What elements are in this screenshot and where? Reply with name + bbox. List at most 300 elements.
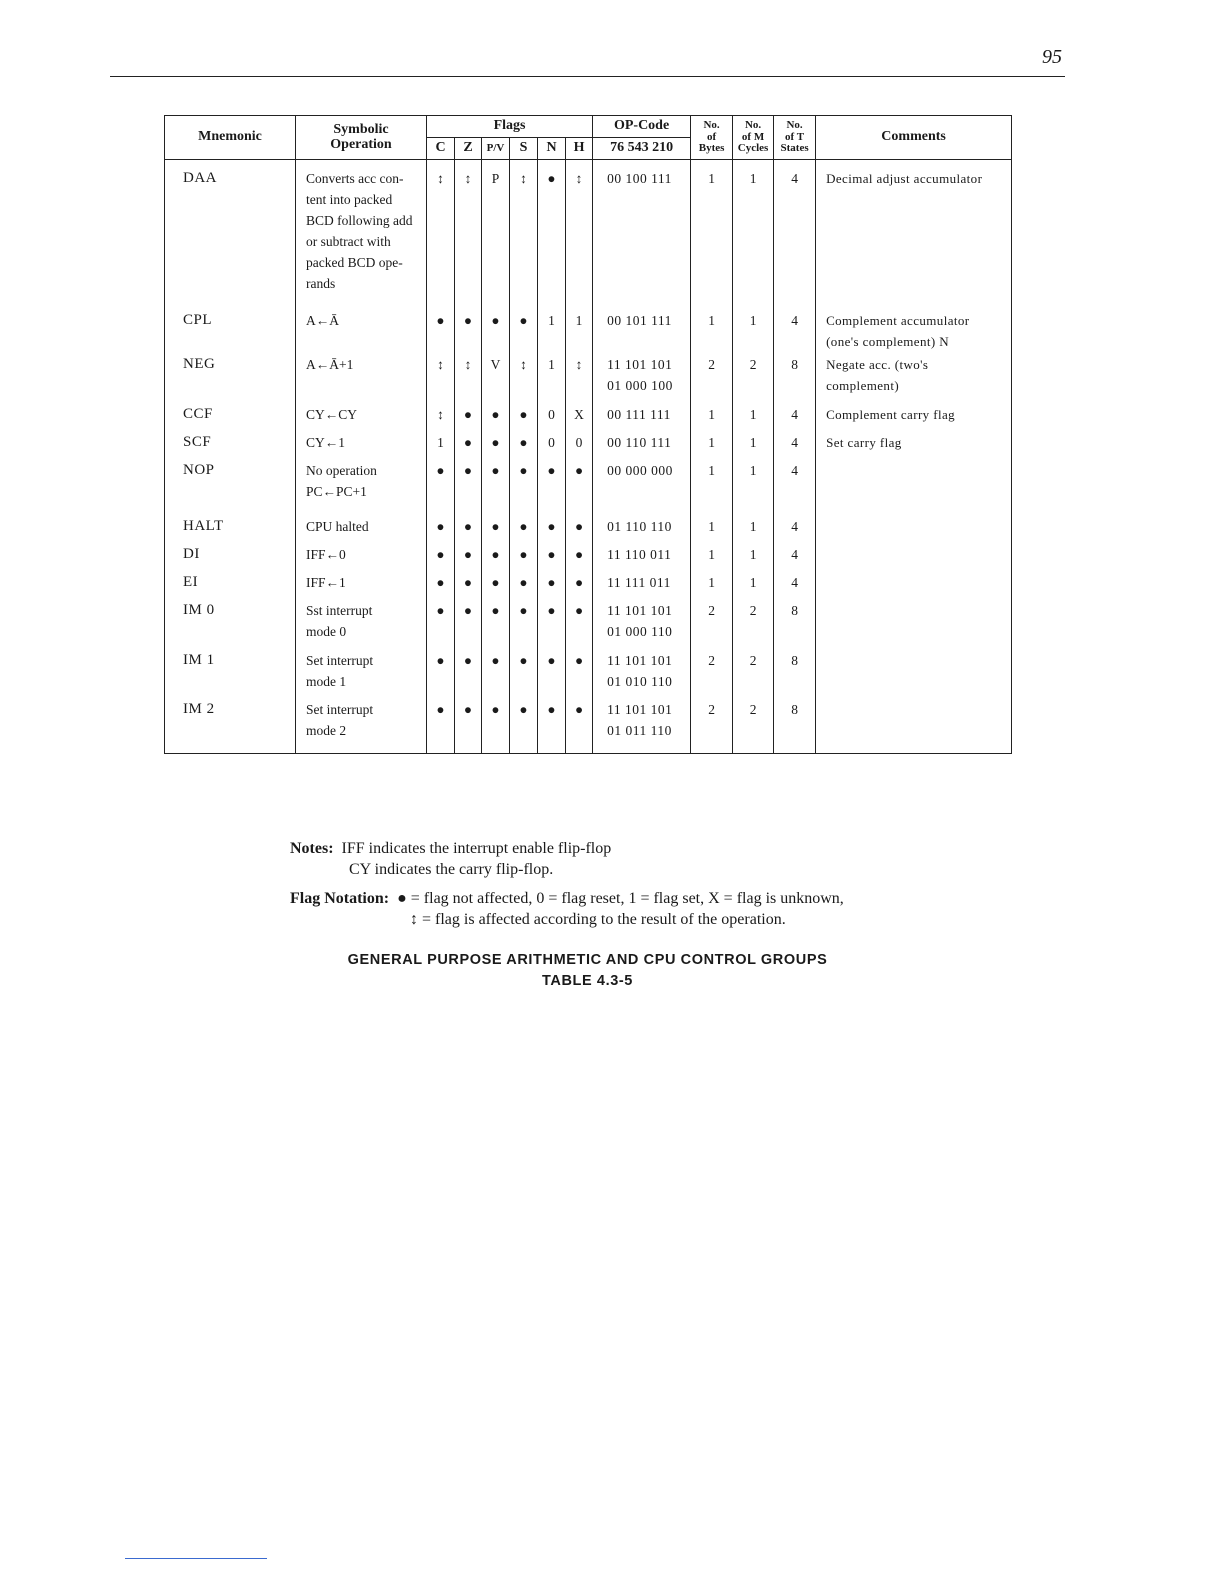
opcode-cell-line: 11 101 101 <box>607 652 673 668</box>
caption-table-id: TABLE 4.3-5 <box>542 973 633 989</box>
flag-c-cell-text: ● <box>436 312 445 328</box>
flag-pv-cell <box>482 310 510 354</box>
flag-n-cell-text: ● <box>547 652 556 668</box>
flag-h-cell-text: ● <box>574 602 584 618</box>
mnemonic-cell-text: IM 1 <box>183 651 215 668</box>
flag-z-cell-text: ● <box>463 652 473 668</box>
mnemonic-cell <box>165 310 296 354</box>
symbolic-cell-line: Set interrupt <box>306 701 374 717</box>
opcode-cell-line: 11 111 011 <box>607 574 671 590</box>
flag-n-cell-text: ● <box>547 701 556 717</box>
opcode-cell-line: 01 000 110 <box>607 623 673 639</box>
flag-s-cell <box>510 460 538 516</box>
opcode-cell-line: 11 101 101 <box>607 701 673 717</box>
flag-z-cell <box>455 650 482 699</box>
m-cycles-cell <box>733 460 774 516</box>
header-m-l3: Cycles <box>737 142 769 155</box>
flag-s-cell-text: ● <box>519 602 528 618</box>
flag-n-cell-text: ● <box>547 171 556 186</box>
flag-pv-cell-text: P <box>491 171 500 186</box>
flag-z-cell-text: ● <box>463 406 473 422</box>
header-symbolic-line2: Operation <box>330 136 392 152</box>
flag-s-cell-text: ● <box>519 462 528 478</box>
opcode-cell-line: 00 100 111 <box>607 171 672 186</box>
flag-h-cell-text: ● <box>574 574 584 590</box>
symbolic-cell-line: A←Ā <box>306 312 339 328</box>
table-body <box>165 160 1012 754</box>
flag-c-cell <box>427 699 455 754</box>
table-row <box>165 460 1012 516</box>
symbolic-cell-line: mode 1 <box>306 673 347 689</box>
flag-z-cell <box>455 572 482 600</box>
flag-c-cell-text: ● <box>436 462 445 478</box>
m-cycles-cell-text: 2 <box>749 652 757 668</box>
flag-pv-cell-text: ● <box>491 602 500 618</box>
mnemonic-cell-text: CPL <box>183 311 213 328</box>
t-states-cell-text: 4 <box>791 546 798 562</box>
comments-cell-line: Complement accumulator <box>826 312 970 328</box>
header-flags: Flags <box>427 116 593 138</box>
opcode-cell <box>593 404 691 432</box>
m-cycles-cell <box>733 432 774 460</box>
symbolic-cell-line: or subtract with <box>306 234 391 249</box>
flag-c-cell <box>427 544 455 572</box>
table-row <box>165 699 1012 754</box>
symbolic-cell-line: rands <box>306 276 336 291</box>
bytes-cell <box>691 516 733 544</box>
flag-pv-cell-text: ● <box>491 312 500 328</box>
symbolic-cell <box>296 460 427 516</box>
flag-c-cell-text: ● <box>436 652 445 668</box>
t-states-cell-text: 4 <box>791 574 798 590</box>
flag-s-cell <box>510 544 538 572</box>
bytes-cell <box>691 600 733 650</box>
symbolic-cell-line: CY←1 <box>306 434 346 450</box>
flag-s-cell-text: ● <box>519 406 528 422</box>
flag-s-cell-text: ↕ <box>520 356 527 372</box>
mnemonic-cell-text: EI <box>183 573 199 590</box>
flag-n-cell-text: ● <box>547 574 556 590</box>
header-m-cycles <box>733 116 774 160</box>
symbolic-cell <box>296 516 427 544</box>
header-t-l2: of T <box>785 130 805 143</box>
header-opcode-bits: 76 543 210 <box>593 138 691 160</box>
bytes-cell-text: 1 <box>708 312 715 328</box>
footer-link-underline <box>125 1558 267 1559</box>
bytes-cell-text: 1 <box>708 434 715 450</box>
t-states-cell <box>774 572 816 600</box>
comments-cell <box>816 460 1012 516</box>
flag-z-cell-text: ● <box>463 546 473 562</box>
bytes-cell <box>691 544 733 572</box>
symbolic-cell-line: PC←PC+1 <box>306 483 367 499</box>
flag-h-cell <box>566 699 593 754</box>
mnemonic-cell <box>165 699 296 754</box>
mnemonic-cell-text: IM 0 <box>183 601 215 618</box>
m-cycles-cell-text: 1 <box>749 406 757 422</box>
bytes-cell-text: 1 <box>708 171 715 186</box>
opcode-cell-line: 01 011 110 <box>607 722 672 738</box>
notes-text-2: CY indicates the carry flip-flop. <box>349 861 554 878</box>
bytes-cell <box>691 572 733 600</box>
m-cycles-cell-text: 1 <box>749 574 757 590</box>
bytes-cell-text: 2 <box>708 356 715 372</box>
flag-n-cell <box>538 650 566 699</box>
flag-pv-cell <box>482 650 510 699</box>
flag-z-cell-text: ● <box>463 574 473 590</box>
flag-notation-line1 <box>290 888 990 909</box>
flag-c-cell <box>427 404 455 432</box>
header-opcode: OP-Code <box>593 116 691 138</box>
flag-n-cell <box>538 354 566 404</box>
symbolic-cell-line: tent into packed <box>306 192 393 207</box>
mnemonic-cell-text: SCF <box>183 433 212 450</box>
flag-z-cell-text: ● <box>463 701 473 717</box>
notes-line1 <box>290 838 990 859</box>
flag-pv-cell <box>482 516 510 544</box>
flag-pv-cell-text: ● <box>491 546 500 562</box>
t-states-cell <box>774 699 816 754</box>
flag-z-cell <box>455 544 482 572</box>
flag-n-cell <box>538 460 566 516</box>
table-row <box>165 404 1012 432</box>
bytes-cell-text: 1 <box>708 574 715 590</box>
symbolic-cell <box>296 404 427 432</box>
flag-pv-cell <box>482 460 510 516</box>
symbolic-cell-line: CY←CY <box>306 406 358 422</box>
flag-n-cell <box>538 516 566 544</box>
flag-h-cell-text: ● <box>574 701 584 717</box>
comments-cell <box>816 160 1012 310</box>
symbolic-cell <box>296 310 427 354</box>
flag-n-cell <box>538 600 566 650</box>
header-m-l2: of M <box>741 130 765 143</box>
table-row <box>165 310 1012 354</box>
flag-s-cell <box>510 572 538 600</box>
mnemonic-cell-text: NEG <box>183 355 216 372</box>
flag-pv-cell <box>482 600 510 650</box>
header-comments: Comments <box>816 116 1012 160</box>
symbolic-cell <box>296 432 427 460</box>
flag-c-cell-text: ● <box>436 701 445 717</box>
mnemonic-cell <box>165 460 296 516</box>
flag-c-cell <box>427 600 455 650</box>
symbolic-cell-line: IFF←0 <box>306 546 346 562</box>
symbolic-cell-line: CPU halted <box>306 518 369 534</box>
opcode-cell-line: 11 110 011 <box>607 546 672 562</box>
opcode-cell <box>593 572 691 600</box>
header-mnemonic: Mnemonic <box>165 116 296 160</box>
flag-pv-cell-text: ● <box>491 406 500 422</box>
flag-z-cell <box>455 699 482 754</box>
mnemonic-cell-text: HALT <box>183 517 224 534</box>
m-cycles-cell <box>733 516 774 544</box>
notes-label: Notes: <box>290 840 334 857</box>
flag-n-cell <box>538 160 566 310</box>
comments-cell <box>816 544 1012 572</box>
flag-z-cell-text: ↕ <box>464 171 472 186</box>
opcode-cell <box>593 544 691 572</box>
flag-z-cell <box>455 600 482 650</box>
flag-h-cell-text: ● <box>574 518 584 534</box>
flag-c-cell-text: 1 <box>437 434 444 450</box>
header-rule <box>110 76 1065 77</box>
opcode-cell <box>593 460 691 516</box>
opcode-cell-line: 01 110 110 <box>607 518 672 534</box>
flag-z-cell <box>455 432 482 460</box>
bytes-cell-text: 2 <box>708 602 715 618</box>
header-flag-z: Z <box>455 138 482 160</box>
flag-h-cell <box>566 650 593 699</box>
mnemonic-cell <box>165 600 296 650</box>
flag-n-cell <box>538 572 566 600</box>
flag-h-cell-text: X <box>574 406 584 422</box>
mnemonic-cell <box>165 572 296 600</box>
table-row <box>165 600 1012 650</box>
table-row <box>165 432 1012 460</box>
flag-s-cell <box>510 160 538 310</box>
bytes-cell <box>691 404 733 432</box>
flag-z-cell <box>455 354 482 404</box>
opcode-cell-line: 00 101 111 <box>607 312 672 328</box>
flag-n-cell <box>538 699 566 754</box>
m-cycles-cell <box>733 572 774 600</box>
opcode-cell-line: 00 000 000 <box>607 462 673 478</box>
bytes-cell <box>691 160 733 310</box>
comments-cell-line: complement) <box>826 377 900 393</box>
comments-cell-line: Set carry flag <box>826 434 902 450</box>
symbolic-cell <box>296 354 427 404</box>
flag-c-cell-text: ● <box>436 602 445 618</box>
opcode-cell <box>593 600 691 650</box>
flag-pv-cell-text: ● <box>491 574 500 590</box>
symbolic-cell <box>296 544 427 572</box>
m-cycles-cell <box>733 650 774 699</box>
comments-cell <box>816 432 1012 460</box>
flag-n-cell-text: 1 <box>548 312 555 328</box>
caption-title: GENERAL PURPOSE ARITHMETIC AND CPU CONTROL GROUPS <box>347 952 828 968</box>
symbolic-cell-line: mode 0 <box>306 623 347 639</box>
m-cycles-cell-text: 2 <box>749 602 757 618</box>
page-number: 95 <box>1042 46 1062 68</box>
comments-cell <box>816 572 1012 600</box>
flag-h-cell <box>566 600 593 650</box>
flag-h-cell <box>566 432 593 460</box>
flag-z-cell <box>455 404 482 432</box>
t-states-cell <box>774 516 816 544</box>
bytes-cell-text: 1 <box>708 406 715 422</box>
flag-n-cell <box>538 544 566 572</box>
comments-cell-line: Decimal adjust accumulator <box>826 171 983 186</box>
flag-pv-cell <box>482 572 510 600</box>
bytes-cell <box>691 460 733 516</box>
m-cycles-cell <box>733 160 774 310</box>
flag-pv-cell <box>482 699 510 754</box>
comments-cell <box>816 310 1012 354</box>
symbolic-cell <box>296 160 427 310</box>
flag-c-cell <box>427 160 455 310</box>
m-cycles-cell <box>733 354 774 404</box>
flag-pv-cell-text: ● <box>491 434 500 450</box>
m-cycles-cell-text: 1 <box>749 171 757 186</box>
flag-h-cell <box>566 160 593 310</box>
mnemonic-cell <box>165 650 296 699</box>
t-states-cell-text: 8 <box>791 652 798 668</box>
mnemonic-cell <box>165 544 296 572</box>
opcode-cell-line: 01 010 110 <box>607 673 673 689</box>
flag-s-cell <box>510 432 538 460</box>
m-cycles-cell <box>733 699 774 754</box>
flag-pv-cell <box>482 432 510 460</box>
flag-pv-cell <box>482 404 510 432</box>
header-bytes-l3: Bytes <box>698 142 725 155</box>
opcode-cell-line: 11 101 101 <box>607 356 673 372</box>
header-bytes-l2: of <box>706 130 717 143</box>
flag-s-cell-text: ● <box>519 312 528 328</box>
header-symbolic <box>296 116 427 160</box>
flag-s-cell <box>510 516 538 544</box>
bytes-cell <box>691 432 733 460</box>
t-states-cell-text: 4 <box>791 312 798 328</box>
table-row <box>165 354 1012 404</box>
opcode-cell-line: 00 110 111 <box>607 434 672 450</box>
symbolic-cell-line: A←Ā+1 <box>306 356 354 372</box>
flag-z-cell-text: ● <box>463 434 473 450</box>
flag-s-cell <box>510 354 538 404</box>
symbolic-cell-line: packed BCD ope- <box>306 255 403 270</box>
t-states-cell-text: 4 <box>791 518 798 534</box>
t-states-cell-text: 4 <box>791 462 798 478</box>
flag-n-cell-text: 0 <box>548 406 555 422</box>
header-t-l3: States <box>780 142 809 155</box>
t-states-cell <box>774 544 816 572</box>
comments-cell <box>816 354 1012 404</box>
flag-s-cell <box>510 699 538 754</box>
symbolic-cell <box>296 572 427 600</box>
mnemonic-cell-text: DI <box>183 545 200 562</box>
mnemonic-cell-text: DAA <box>183 170 217 186</box>
bytes-cell <box>691 650 733 699</box>
opcode-cell <box>593 516 691 544</box>
comments-cell-line: Negate acc. (two's <box>826 356 929 372</box>
m-cycles-cell-text: 1 <box>749 518 757 534</box>
flag-h-cell <box>566 460 593 516</box>
flag-c-cell <box>427 460 455 516</box>
comments-cell <box>816 404 1012 432</box>
flag-s-cell <box>510 310 538 354</box>
flag-n-cell-text: ● <box>547 462 556 478</box>
t-states-cell <box>774 460 816 516</box>
flag-c-cell-text: ● <box>436 518 445 534</box>
flag-z-cell-text: ● <box>463 462 473 478</box>
symbolic-cell-line: IFF←1 <box>306 574 346 590</box>
mnemonic-cell <box>165 354 296 404</box>
flag-n-cell <box>538 404 566 432</box>
mnemonic-cell <box>165 432 296 460</box>
bytes-cell <box>691 699 733 754</box>
table-row <box>165 650 1012 699</box>
flag-c-cell-text: ● <box>436 574 445 590</box>
opcode-cell-line: 00 111 111 <box>607 406 671 422</box>
m-cycles-cell-text: 1 <box>749 462 757 478</box>
symbolic-cell-line: Set interrupt <box>306 652 374 668</box>
comments-cell <box>816 699 1012 754</box>
flag-pv-cell <box>482 354 510 404</box>
header-flag-s: S <box>510 138 538 160</box>
t-states-cell <box>774 432 816 460</box>
opcode-cell <box>593 432 691 460</box>
flag-pv-cell-text: ● <box>491 462 500 478</box>
symbolic-cell <box>296 600 427 650</box>
flag-z-cell-text: ↕ <box>464 356 472 372</box>
flag-h-cell <box>566 544 593 572</box>
flag-s-cell-text: ● <box>519 434 528 450</box>
header-t-l1: No. <box>786 119 803 132</box>
header-symbolic-line1: Symbolic <box>333 121 389 137</box>
flag-s-cell <box>510 600 538 650</box>
mnemonic-cell-text: NOP <box>183 461 215 478</box>
m-cycles-cell-text: 1 <box>749 434 757 450</box>
comments-cell-line: Complement carry flag <box>826 406 956 422</box>
flag-h-cell-text: ● <box>574 546 584 562</box>
comments-cell <box>816 600 1012 650</box>
notes-section <box>290 838 990 930</box>
t-states-cell-text: 8 <box>791 602 798 618</box>
table-row <box>165 516 1012 544</box>
header-bytes-l1: No. <box>703 119 720 132</box>
flag-n-cell-text: 1 <box>548 356 555 372</box>
flag-s-cell <box>510 650 538 699</box>
flag-n-cell-text: ● <box>547 546 556 562</box>
flag-z-cell <box>455 516 482 544</box>
flag-s-cell <box>510 404 538 432</box>
flag-z-cell-text: ● <box>463 602 473 618</box>
flag-h-cell-text: ↕ <box>575 171 583 186</box>
flag-h-cell <box>566 354 593 404</box>
t-states-cell <box>774 600 816 650</box>
bytes-cell <box>691 354 733 404</box>
m-cycles-cell <box>733 404 774 432</box>
symbolic-cell-line: mode 2 <box>306 722 347 738</box>
header-flag-n: N <box>538 138 566 160</box>
flag-s-cell-text: ● <box>519 574 528 590</box>
m-cycles-cell <box>733 544 774 572</box>
flag-n-cell-text: ● <box>547 602 556 618</box>
flag-c-cell <box>427 516 455 544</box>
flag-notation-label: Flag Notation: <box>290 890 390 907</box>
flag-z-cell-text: ● <box>463 518 473 534</box>
header-row-top <box>165 116 1012 138</box>
flag-z-cell <box>455 460 482 516</box>
comments-cell <box>816 516 1012 544</box>
flag-n-cell <box>538 310 566 354</box>
t-states-cell-text: 4 <box>791 171 798 186</box>
mnemonic-cell-text: IM 2 <box>183 700 215 717</box>
header-flag-pv: P/V <box>482 138 510 160</box>
opcode-cell-line: 01 000 100 <box>607 377 673 393</box>
flag-pv-cell-text: ● <box>491 652 500 668</box>
opcode-cell <box>593 160 691 310</box>
opcode-cell-line: 11 101 101 <box>607 602 673 618</box>
header-flag-c: C <box>427 138 455 160</box>
flag-notation-text-1: ● = flag not affected, 0 = flag reset, 1 = flag set, X = flag is unknown, <box>397 890 844 907</box>
flag-c-cell-text: ↕ <box>437 406 444 422</box>
m-cycles-cell <box>733 600 774 650</box>
m-cycles-cell <box>733 310 774 354</box>
flag-pv-cell-text: ● <box>491 518 500 534</box>
flag-c-cell-text: ● <box>436 546 445 562</box>
symbolic-cell-line: BCD following add <box>306 213 413 228</box>
